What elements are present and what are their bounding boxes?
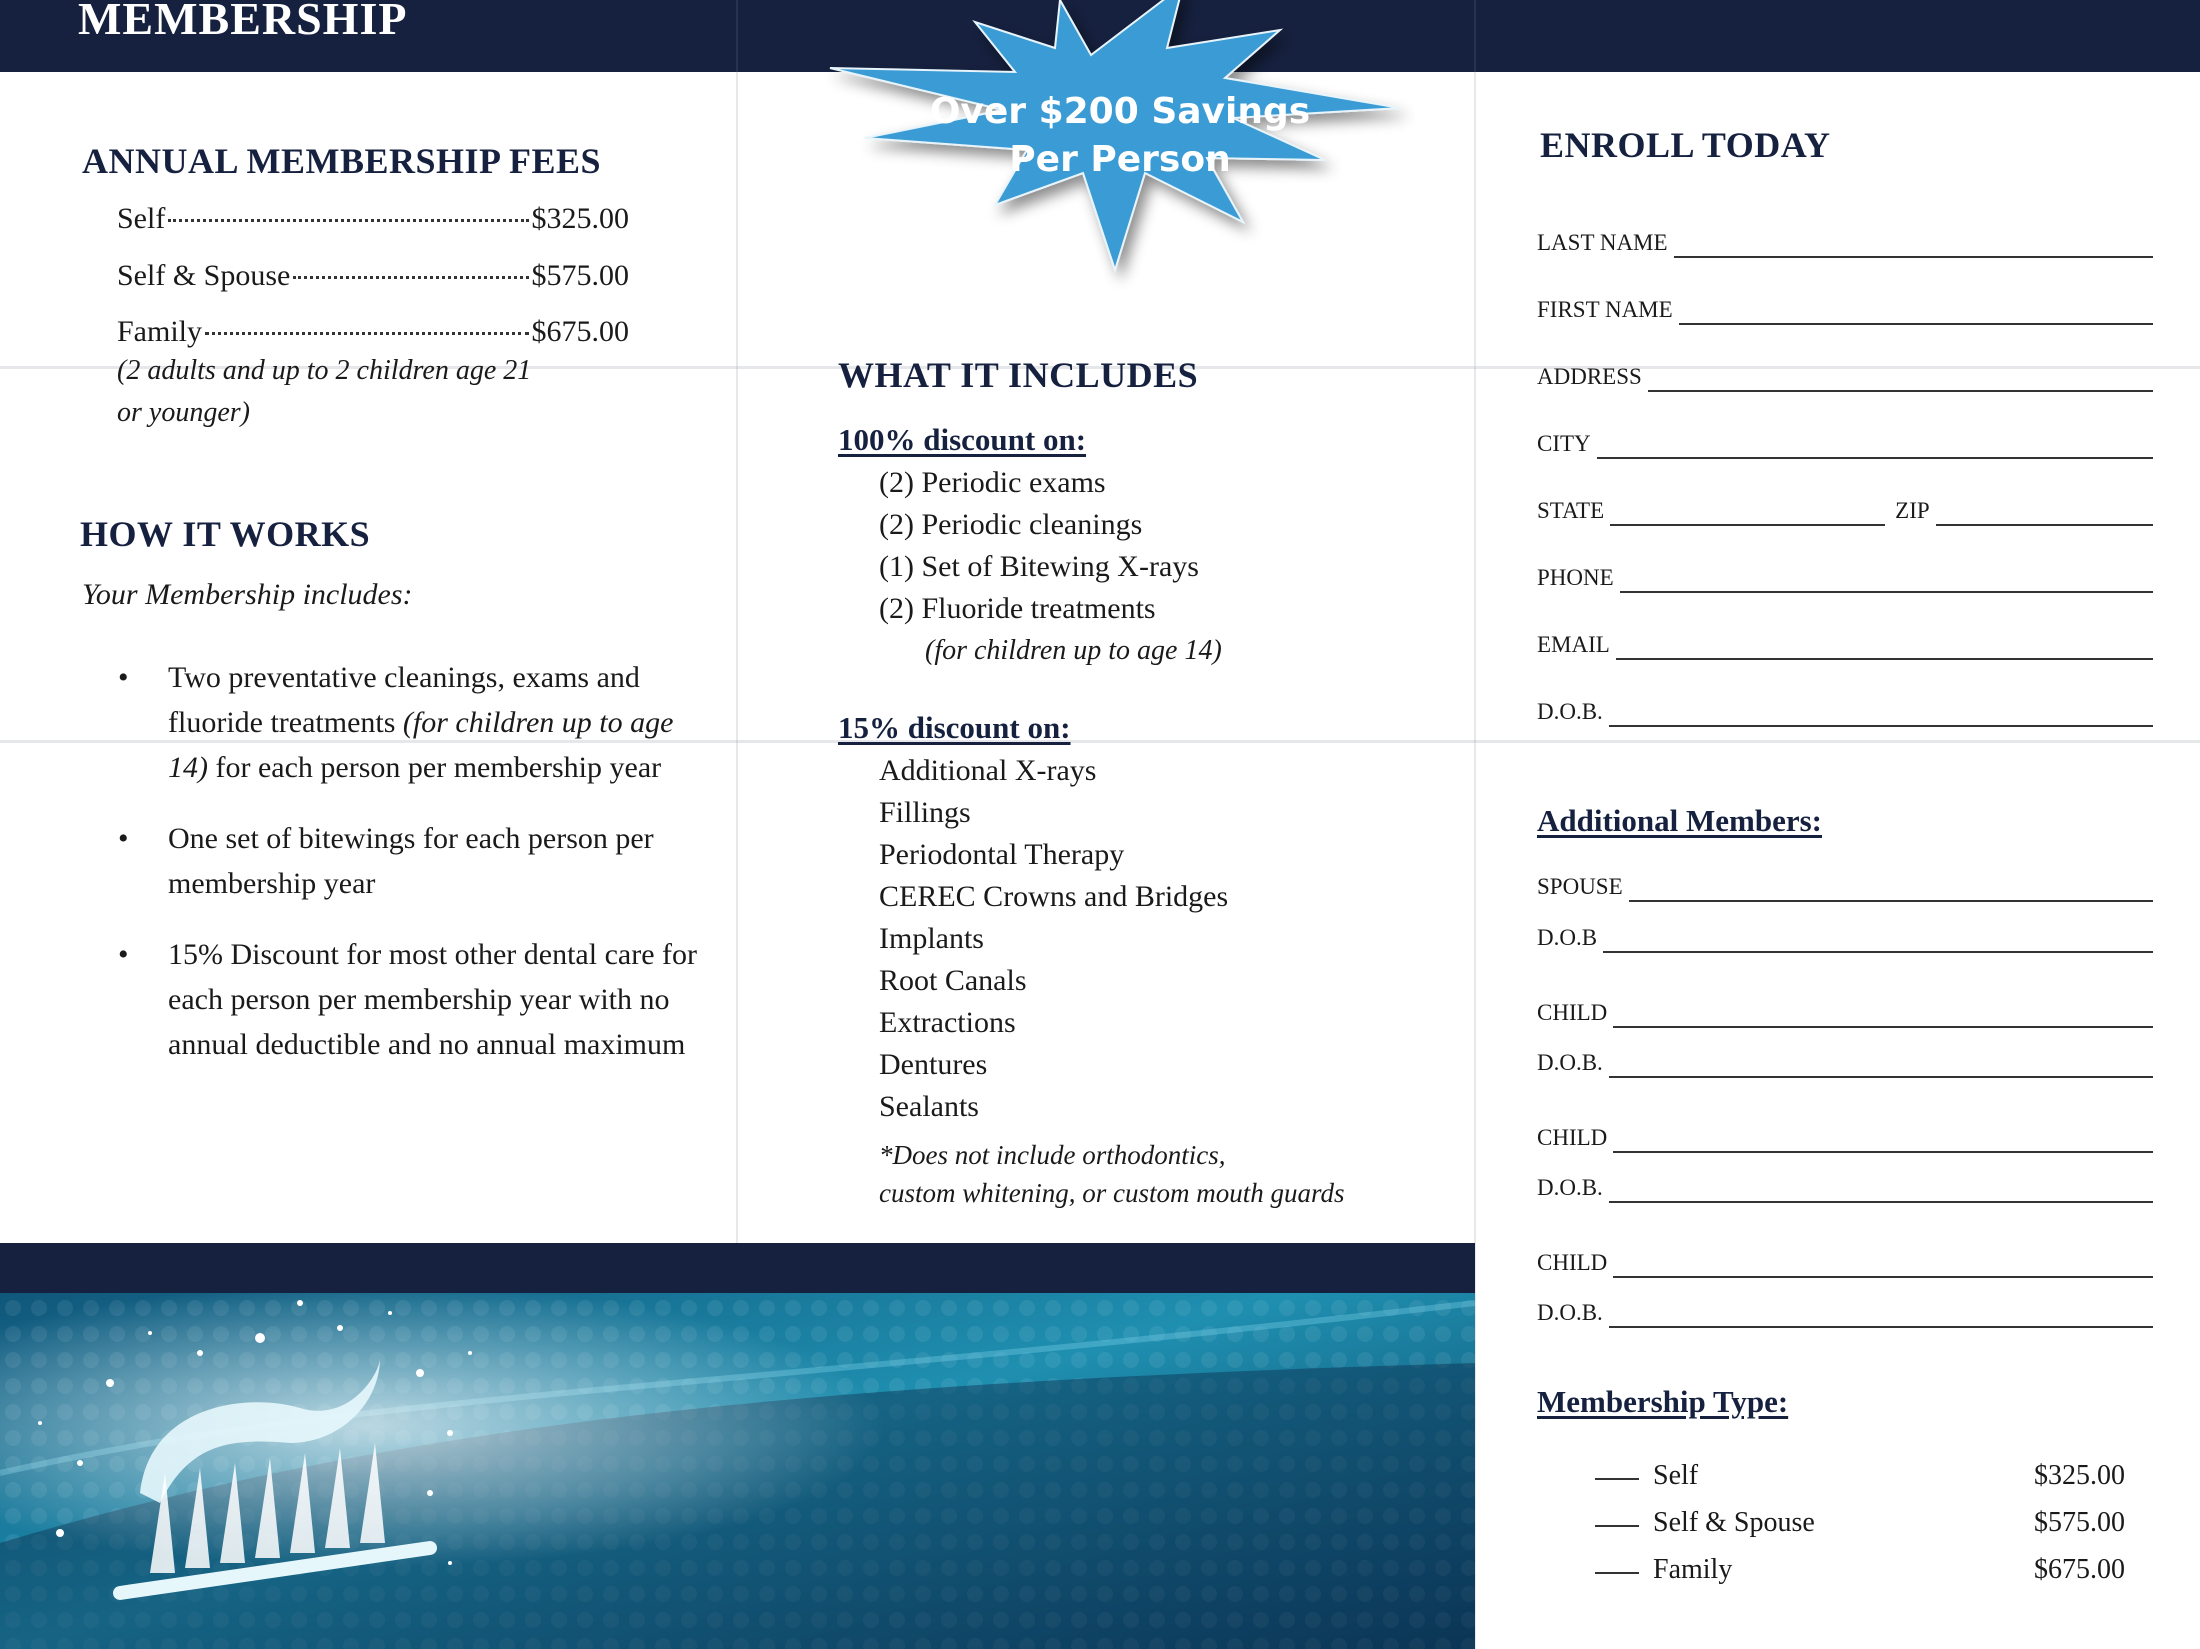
write-line[interactable] xyxy=(1613,1026,2153,1028)
how-it-works-heading: HOW IT WORKS xyxy=(80,514,371,554)
write-line[interactable] xyxy=(1613,1151,2153,1153)
field-label: D.O.B. xyxy=(1537,699,1603,724)
how-it-works-intro: Your Membership includes: xyxy=(82,578,413,611)
fee-row-self xyxy=(117,202,629,236)
write-line[interactable] xyxy=(1609,1201,2153,1203)
includes-heading: WHAT IT INCLUDES xyxy=(838,355,1199,395)
write-line[interactable] xyxy=(1648,390,2153,392)
phone-field[interactable] xyxy=(1537,553,2153,593)
city-field[interactable] xyxy=(1537,419,2153,459)
bullet-text: for each person per membership year xyxy=(208,751,662,784)
child-1-field[interactable] xyxy=(1537,988,2153,1028)
full-discount-heading: 100% discount on: xyxy=(838,422,1087,457)
write-line[interactable] xyxy=(1613,1276,2153,1278)
family-note-line-2: or younger) xyxy=(117,397,250,428)
disclaimer-line-1: *Does not include orthodontics, xyxy=(879,1140,1226,1170)
fee-price: $575.00 xyxy=(531,259,629,292)
bullet-text: Two preventative cleanings, exams and fluoride treatments xyxy=(168,661,640,739)
fee-price: $325.00 xyxy=(531,202,629,235)
option-label: Self & Spouse xyxy=(1653,1507,1815,1538)
toothbrush-banner-image xyxy=(0,1243,1475,1649)
family-note-line-1: (2 adults and up to 2 children age 21 xyxy=(117,355,532,386)
membership-type-heading: Membership Type: xyxy=(1537,1384,1789,1419)
leader-dots xyxy=(168,219,528,222)
zip-write-line[interactable] xyxy=(1936,524,2153,526)
write-line[interactable] xyxy=(1603,951,2153,953)
email-field[interactable] xyxy=(1537,620,2153,660)
fee-label: Self xyxy=(117,202,166,235)
field-label: D.O.B xyxy=(1537,925,1598,950)
last-name-field[interactable] xyxy=(1537,218,2153,258)
bullet-text-italic: (for children up to age 14) xyxy=(168,706,674,784)
write-line[interactable] xyxy=(1620,591,2153,593)
field-label: D.O.B. xyxy=(1537,1050,1603,1075)
list-item: Implants xyxy=(879,922,984,955)
disclaimer-line-2: custom whitening, or custom mouth guards xyxy=(879,1178,1345,1208)
list-item: Additional X-rays xyxy=(879,754,1097,787)
field-label: D.O.B. xyxy=(1537,1300,1603,1325)
child-2-field[interactable] xyxy=(1537,1113,2153,1153)
list-item: (2) Periodic exams xyxy=(879,466,1106,499)
option-price: $675.00 xyxy=(2034,1554,2125,1585)
starburst-line-2: Per Person xyxy=(1009,139,1231,180)
list-item xyxy=(110,655,710,790)
field-label: CHILD xyxy=(1537,1250,1608,1275)
family-note xyxy=(117,350,531,434)
child-1-dob-field[interactable] xyxy=(1537,1038,2153,1078)
top-banner-right xyxy=(1475,0,2200,72)
disclaimer xyxy=(879,1136,1345,1212)
write-line[interactable] xyxy=(1597,457,2153,459)
address-field[interactable] xyxy=(1537,352,2153,392)
bottom-navy-strip xyxy=(0,1243,1475,1293)
field-label: EMAIL xyxy=(1537,632,1610,657)
full-discount-note: (for children up to age 14) xyxy=(925,635,1222,666)
child-3-field[interactable] xyxy=(1537,1238,2153,1278)
fee-row-self-spouse xyxy=(117,259,629,293)
write-line[interactable] xyxy=(1679,323,2153,325)
page-title: MEMBERSHIP xyxy=(78,0,408,44)
fee-row-family xyxy=(117,315,629,349)
field-label: STATE xyxy=(1537,498,1605,523)
field-label: CITY xyxy=(1537,431,1591,456)
fee-price: $675.00 xyxy=(531,315,629,348)
full-discount-list xyxy=(879,462,1199,630)
field-label: FIRST NAME xyxy=(1537,297,1673,322)
list-item: (1) Set of Bitewing X-rays xyxy=(879,550,1199,583)
spouse-field[interactable] xyxy=(1537,862,2153,902)
starburst-line-1: Over $200 Savings xyxy=(929,91,1311,132)
benefits-list xyxy=(110,655,710,1093)
list-item: Fillings xyxy=(879,796,971,829)
enroll-heading: ENROLL TODAY xyxy=(1540,125,1831,165)
option-label: Family xyxy=(1653,1554,1733,1585)
field-label: LAST NAME xyxy=(1537,230,1668,255)
state-write-line[interactable] xyxy=(1610,524,1885,526)
fee-label: Self & Spouse xyxy=(117,259,291,292)
leader-dots xyxy=(293,276,528,279)
list-item: Sealants xyxy=(879,1090,979,1123)
field-label: ADDRESS xyxy=(1537,364,1642,389)
field-label: SPOUSE xyxy=(1537,874,1623,899)
dob-field[interactable] xyxy=(1537,687,2153,727)
partial-discount-list xyxy=(879,750,1228,1128)
fees-heading: ANNUAL MEMBERSHIP FEES xyxy=(82,141,602,181)
checkmark-blank[interactable] xyxy=(1595,1478,1639,1480)
write-line[interactable] xyxy=(1609,1076,2153,1078)
list-item: Extractions xyxy=(879,1006,1016,1039)
write-line[interactable] xyxy=(1629,900,2153,902)
list-item: • 15% Discount for most other dental care for each person per membership year with no annual deductible and no annual maximum xyxy=(110,932,710,1067)
field-label: CHILD xyxy=(1537,1000,1608,1025)
option-price: $325.00 xyxy=(2034,1460,2125,1491)
list-item: • One set of bitewings for each person per membership year xyxy=(110,816,710,906)
write-line[interactable] xyxy=(1609,725,2153,727)
leader-dots xyxy=(205,332,528,335)
child-2-dob-field[interactable] xyxy=(1537,1163,2153,1203)
field-label: ZIP xyxy=(1895,498,1930,523)
first-name-field[interactable] xyxy=(1537,285,2153,325)
checkmark-blank[interactable] xyxy=(1595,1525,1639,1527)
state-zip-field[interactable] xyxy=(1537,486,2153,526)
write-line[interactable] xyxy=(1674,256,2153,258)
membership-option-self[interactable] xyxy=(1595,1460,2125,1492)
list-item: Dentures xyxy=(879,1048,988,1081)
child-3-dob-field[interactable] xyxy=(1537,1288,2153,1328)
membership-option-self-spouse[interactable] xyxy=(1595,1507,2125,1539)
fee-label: Family xyxy=(117,315,203,348)
list-item: Root Canals xyxy=(879,964,1027,997)
option-price: $575.00 xyxy=(2034,1507,2125,1538)
spouse-dob-field[interactable] xyxy=(1537,913,2153,953)
membership-option-family[interactable] xyxy=(1595,1554,2125,1586)
field-label: PHONE xyxy=(1537,565,1614,590)
partial-discount-heading: 15% discount on: xyxy=(838,710,1071,745)
write-line[interactable] xyxy=(1616,658,2153,660)
list-item: (2) Fluoride treatments xyxy=(879,592,1156,625)
option-label: Self xyxy=(1653,1460,1699,1491)
list-item: Periodontal Therapy xyxy=(879,838,1125,871)
list-item: CEREC Crowns and Bridges xyxy=(879,880,1229,913)
additional-members-heading: Additional Members: xyxy=(1537,803,1823,838)
write-line[interactable] xyxy=(1609,1326,2153,1328)
checkmark-blank[interactable] xyxy=(1595,1572,1639,1574)
field-label: D.O.B. xyxy=(1537,1175,1603,1200)
starburst-text xyxy=(880,88,1360,184)
list-item: (2) Periodic cleanings xyxy=(879,508,1143,541)
field-label: CHILD xyxy=(1537,1125,1608,1150)
